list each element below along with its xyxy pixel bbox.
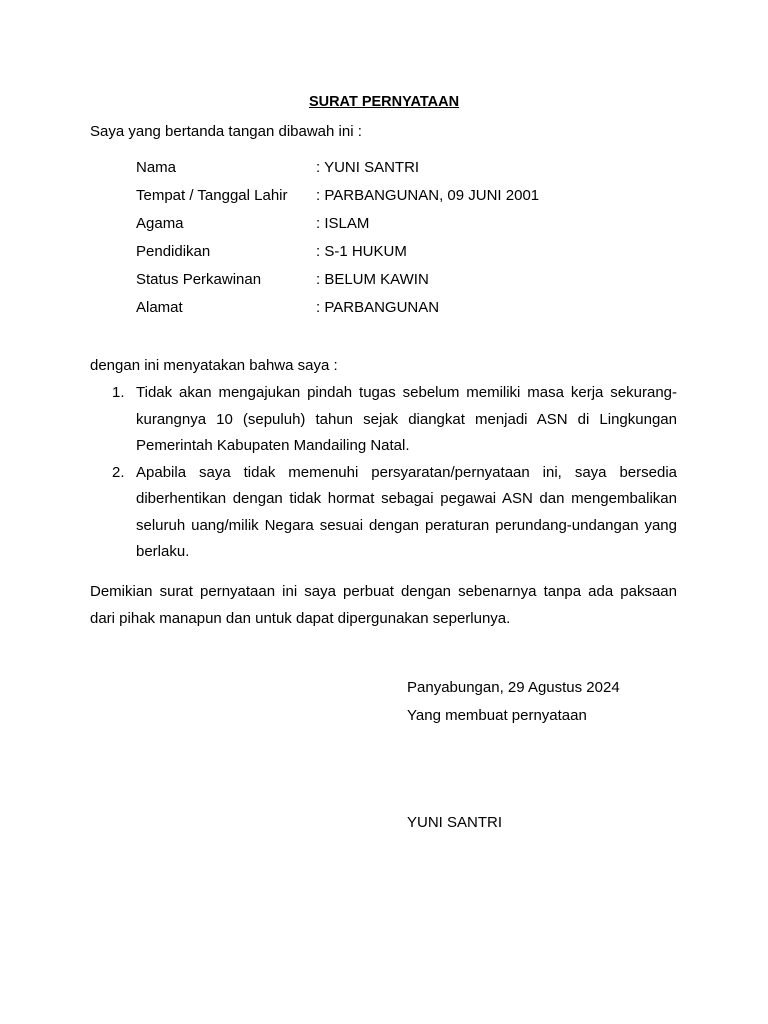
statement-item	[90, 460, 677, 566]
identity-row-marital-status	[136, 269, 539, 297]
statement-number: 1.	[112, 384, 125, 401]
statement-list	[90, 380, 677, 566]
identity-row-name	[136, 157, 539, 185]
identity-label: Status Perkawinan	[136, 271, 262, 288]
statement-number: 2.	[112, 463, 125, 481]
statement-text: Apabila saya tidak memenuhi persyaratan/pernyataan ini, saya bersedia diberhentikan dengan tidak hormat sebagai pegawai ASN dan mengembalikan seluruh uang/milik Negara sesuai dengan peraturan perundang-undangan yang berlaku.	[136, 463, 677, 560]
identity-row-address	[136, 297, 539, 325]
signature-place-date: Panyabungan, 29 Agustus 2024	[407, 679, 620, 696]
identity-value: : S-1 HUKUM	[316, 243, 407, 260]
identity-value: : ISLAM	[316, 215, 370, 232]
closing-paragraph: Demikian surat pernyataan ini saya perbuat dengan sebenarnya tanpa ada paksaan dari pihak manapun dan untuk dapat dipergunakan seperlunya.	[90, 583, 677, 627]
identity-row-religion	[136, 213, 539, 241]
identity-value: : BELUM KAWIN	[316, 271, 429, 288]
signature-block	[407, 674, 620, 730]
identity-value: : PARBANGUNAN, 09 JUNI 2001	[316, 187, 540, 204]
signature-name: YUNI SANTRI	[407, 814, 503, 831]
identity-label: Pendidikan	[136, 243, 211, 260]
identity-label: Alamat	[136, 299, 183, 316]
document-title: SURAT PERNYATAAN	[308, 94, 460, 110]
identity-label: Tempat / Tanggal Lahir	[136, 187, 288, 204]
declaration-intro: dengan ini menyatakan bahwa saya :	[90, 357, 338, 374]
signature-role: Yang membuat pernyataan	[407, 707, 587, 724]
intro-text: Saya yang bertanda tangan dibawah ini :	[90, 123, 362, 140]
identity-label: Nama	[136, 159, 177, 176]
statement-item	[90, 380, 677, 460]
statement-text: Tidak akan mengajukan pindah tugas sebelum memiliki masa kerja sekurang-kurangnya 10 (sepuluh) tahun sejak diangkat menjadi ASN di Lingkungan Pemerintah Kabupaten Mandailing Natal.	[136, 384, 677, 454]
identity-row-birth	[136, 185, 539, 213]
identity-value: : PARBANGUNAN	[316, 299, 440, 316]
identity-value: : YUNI SANTRI	[316, 159, 420, 176]
identity-label: Agama	[136, 215, 184, 232]
identity-table	[136, 157, 539, 325]
identity-row-education	[136, 241, 539, 269]
